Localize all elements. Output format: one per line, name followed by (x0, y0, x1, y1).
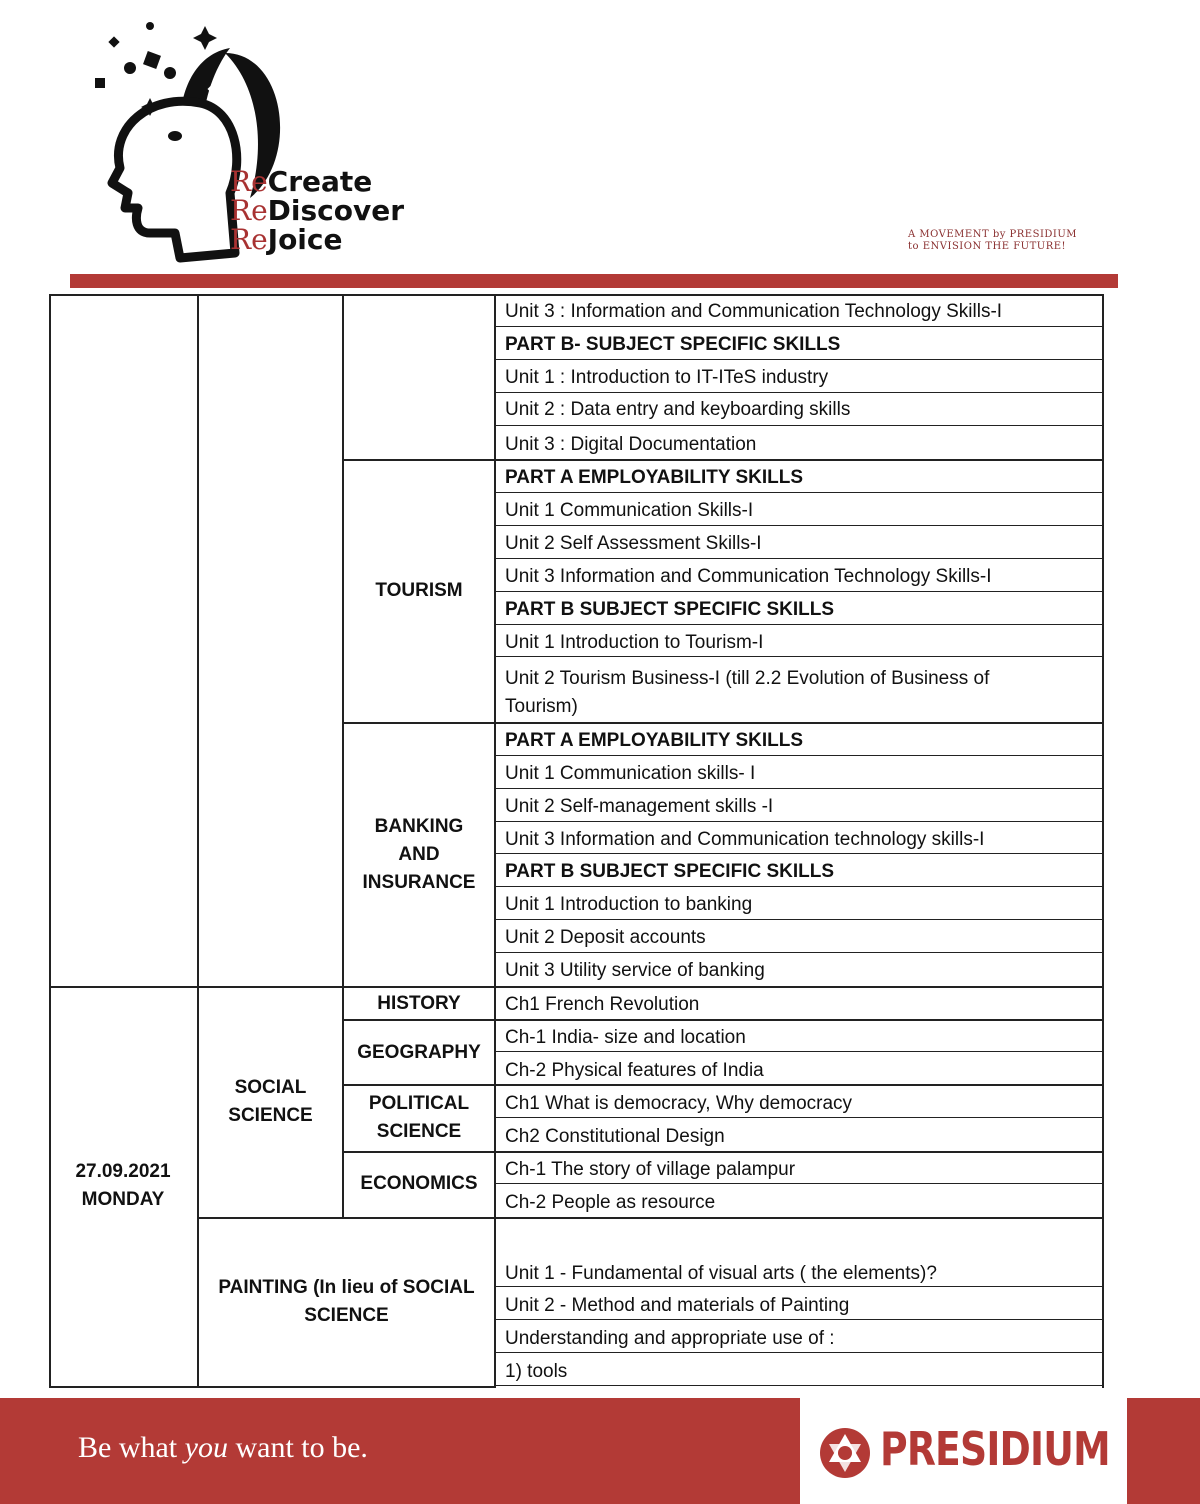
syllabus-row: Unit 3 Information and Communication technology skills-I (505, 829, 985, 850)
tagline-prefix: Re (230, 223, 268, 256)
syllabus-row: Understanding and appropriate use of : (505, 1328, 835, 1349)
syllabus-row: Unit 1 Communication Skills-I (505, 500, 754, 521)
syllabus-row: Ch-1 The story of village palampur (505, 1159, 796, 1180)
syllabus-row: Ch1 French Revolution (505, 994, 700, 1015)
painting-line: SCIENCE (304, 1305, 389, 1326)
syllabus-row: Unit 3 Information and Communication Technology Skills-I (505, 566, 992, 587)
row-line (494, 591, 1104, 592)
subject-banking-line: INSURANCE (362, 872, 476, 893)
row-line-banking (342, 722, 1104, 724)
row-line-tourism (342, 459, 1104, 461)
subject-geography: GEOGRAPHY (357, 1042, 481, 1063)
painting-line: PAINTING (In lieu of SOCIAL (218, 1277, 475, 1298)
subject-social-science (199, 1074, 342, 1130)
social-science-line: SCIENCE (228, 1105, 313, 1126)
political-line: POLITICAL (368, 1093, 470, 1114)
syllabus-row: Ch-2 People as resource (505, 1192, 716, 1213)
slogan-emphasis: you (184, 1431, 228, 1464)
tagline-rejoice (230, 225, 343, 254)
syllabus-row: Unit 3 Utility service of banking (505, 960, 765, 981)
tagline-word: Joice (267, 223, 343, 256)
row-line (494, 821, 1104, 822)
row-line-eco (342, 1151, 1104, 1153)
presidium-star-logo-icon (818, 1426, 872, 1480)
row-line (494, 886, 1104, 887)
row-line (494, 952, 1104, 953)
page-header (0, 0, 1200, 290)
tagline-prefix: Re (230, 165, 268, 198)
row-line (494, 624, 1104, 625)
subject-tourism: TOURISM (375, 580, 463, 601)
row-line (494, 392, 1104, 393)
row-line (494, 525, 1104, 526)
row-line-painting (197, 1217, 1104, 1219)
row-line (494, 788, 1104, 789)
row-line-geo (342, 1019, 1104, 1021)
header-divider-bar (70, 274, 1118, 288)
subject-painting (199, 1274, 494, 1330)
subject-political-science (344, 1090, 494, 1146)
movement-line-1: A MOVEMENT by PRESIDIUM (908, 229, 1078, 240)
syllabus-table (49, 294, 1104, 1388)
syllabus-row: PART B SUBJECT SPECIFIC SKILLS (505, 599, 835, 620)
row-line (494, 919, 1104, 920)
syllabus-row: Unit 1 - Fundamental of visual arts ( the elements)? (505, 1263, 937, 1284)
syllabus-row: Unit 2 - Method and materials of Painting (505, 1295, 850, 1316)
row-line (494, 326, 1104, 327)
subject-banking-line: BANKING (374, 816, 464, 837)
row-line (494, 425, 1104, 426)
subject-banking-line: AND (398, 844, 440, 865)
syllabus-row: PART B- SUBJECT SPECIFIC SKILLS (505, 334, 841, 355)
tagline-prefix: Re (230, 194, 268, 227)
tagline-word: Discover (267, 194, 405, 227)
table-border-left (49, 294, 51, 1388)
syllabus-row: Unit 1 Communication skills- I (505, 763, 756, 784)
presidium-brand (800, 1398, 1127, 1504)
syllabus-row: 1) tools (505, 1361, 568, 1382)
syllabus-row: Unit 2 : Data entry and keyboarding skills (505, 399, 851, 420)
syllabus-row: Unit 2 Self Assessment Skills-I (505, 533, 762, 554)
row-line-date (49, 986, 1104, 988)
subject-history: HISTORY (377, 993, 461, 1014)
syllabus-row: Unit 3 : Digital Documentation (505, 434, 757, 455)
syllabus-row: Unit 3 : Information and Communication Technology Skills-I (505, 301, 1003, 322)
political-line: SCIENCE (376, 1121, 462, 1142)
subject-banking (344, 813, 494, 897)
syllabus-row: Ch1 What is democracy, Why democracy (505, 1093, 853, 1114)
social-science-line: SOCIAL (234, 1077, 307, 1098)
footer-slogan (78, 1431, 368, 1465)
syllabus-row: Unit 2 Deposit accounts (505, 927, 706, 948)
syllabus-row: Unit 1 Introduction to banking (505, 894, 753, 915)
subject-economics: ECONOMICS (360, 1173, 478, 1194)
date-text: 27.09.2021 (75, 1161, 171, 1182)
page-footer (0, 1398, 1200, 1504)
syllabus-row: Ch-1 India- size and location (505, 1027, 746, 1048)
syllabus-row: Unit 2 Self-management skills -I (505, 796, 774, 817)
day-text: MONDAY (81, 1189, 165, 1210)
syllabus-row: Unit 2 Tourism Business-I (till 2.2 Evolution of Business of Tourism) (505, 668, 990, 717)
slogan-part: Be what (78, 1431, 185, 1464)
syllabus-row: Unit 1 : Introduction to IT-ITeS industry (505, 367, 829, 388)
col-line-2 (342, 294, 344, 1218)
syllabus-row: PART A EMPLOYABILITY SKILLS (505, 730, 804, 751)
movement-text (908, 229, 1077, 253)
syllabus-row: Unit 1 Introduction to Tourism-I (505, 632, 764, 653)
tagline-word: Create (267, 165, 373, 198)
table-border-top (49, 294, 1104, 296)
syllabus-row: PART A EMPLOYABILITY SKILLS (505, 467, 804, 488)
row-line (494, 359, 1104, 360)
row-line (494, 558, 1104, 559)
table-border-bottom (49, 1386, 496, 1388)
syllabus-row: Ch2 Constitutional Design (505, 1126, 725, 1147)
slogan-part: want to be. (227, 1431, 368, 1464)
row-line (494, 755, 1104, 756)
movement-line-2: to ENVISION THE FUTURE! (908, 241, 1067, 252)
syllabus-row: PART B SUBJECT SPECIFIC SKILLS (505, 861, 835, 882)
tagline-recreate (230, 167, 372, 196)
exam-date (49, 1158, 197, 1214)
tagline-rediscover (230, 196, 404, 225)
row-line (494, 492, 1104, 493)
syllabus-row: Ch-2 Physical features of India (505, 1060, 764, 1081)
brand-name: PRESIDIUM (880, 1422, 1110, 1476)
